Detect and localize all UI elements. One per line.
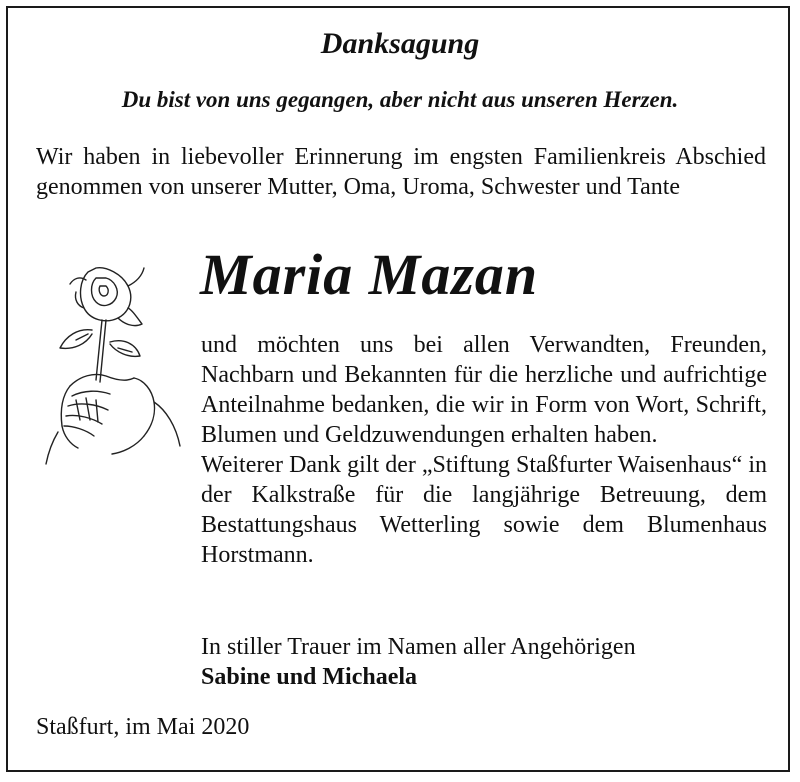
- signers: Sabine und Michaela: [201, 664, 418, 690]
- place-date: Staßfurt, im Mai 2020: [36, 714, 250, 740]
- rose-in-hand-icon: [40, 250, 190, 470]
- further-thanks-paragraph: Weiterer Dank gilt der „Stiftung Staßfurter Waisenhaus“ in der Kalkstraße für die langjährige Betreuung, dem Bestattungshaus Wetterling sowie dem Blumenhaus Horstmann.: [201, 452, 767, 568]
- notice-heading: Danksagung: [320, 27, 480, 60]
- intro-text: Wir haben in liebevoller Erinnerung im engsten Familienkreis Abschied genommen von unserer Mutter, Oma, Uroma, Schwester und Tante: [36, 144, 766, 200]
- notice-motto: Du bist von uns gegangen, aber nicht aus unseren Herzen.: [121, 87, 679, 112]
- mourning-line: In stiller Trauer im Namen aller Angehörigen: [201, 634, 636, 660]
- thanks-text-block: [201, 330, 767, 570]
- deceased-name: Maria Mazan: [200, 242, 539, 307]
- thanks-paragraph: und möchten uns bei allen Verwandten, Freunden, Nachbarn und Bekannten für die herzliche und aufrichtige Anteilnahme bedanken, die wir in Form von Wort, Schrift, Blumen und Geldzuwendungen erhalten haben.: [201, 332, 767, 448]
- mourning-block: [201, 632, 767, 692]
